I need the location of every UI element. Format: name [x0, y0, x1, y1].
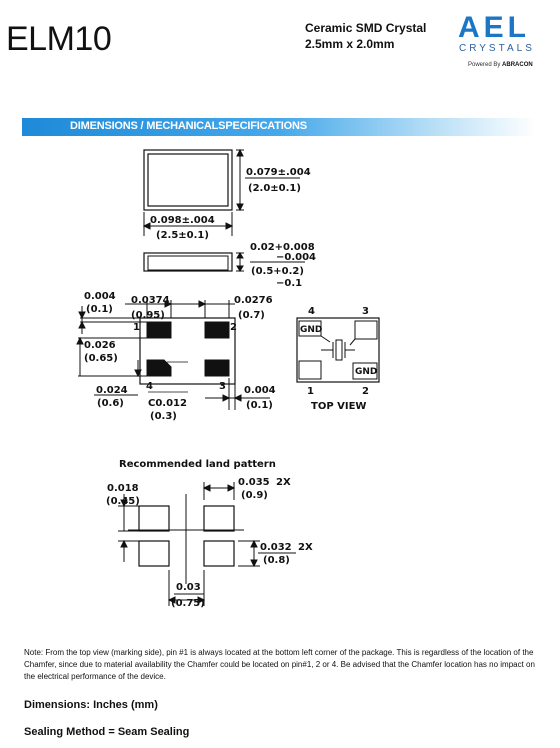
bottom-pad-height-in: 0.026 — [84, 340, 116, 351]
land-edge-in: 0.018 — [107, 483, 139, 494]
land-pad-width-mm: (0.9) — [241, 490, 268, 501]
pin-orientation-note: Note: From the top view (marking side), pin #1 is always located at the bottom left corner of the package. This is regardless of the location of the Chamfer, since due to material availability the Chamfer could be located on pin#1, 2 or 4. Be advised that the Chamfer location has no impact on the electrical performance of the device. — [24, 648, 535, 681]
subtitle-size: 2.5mm x 2.0mm — [305, 37, 395, 51]
thickness-mm: (0.5+0.2) — [251, 266, 304, 277]
bottom-pin-3: 3 — [219, 381, 226, 392]
bottom-gap-mm: (0.7) — [238, 310, 265, 321]
bottom-pad-offset-in: 0.024 — [96, 385, 128, 396]
land-pad-width-in: 0.035 — [238, 477, 270, 488]
bottom-pad-width-in: 0.0374 — [131, 295, 170, 306]
land-pad-width-mult: 2X — [276, 477, 291, 488]
outline-width-mm: (2.5±0.1) — [156, 230, 209, 241]
gnd-label-bottom: GND — [355, 367, 378, 377]
powered-brand: ABRACON — [502, 62, 533, 68]
land-gap-mm: (0.75) — [171, 598, 205, 609]
section-banner-label: DIMENSIONS / MECHANICALSPECIFICATIONS — [70, 120, 307, 132]
bottom-edge2-mm: (0.1) — [246, 400, 273, 411]
top-view-label: TOP VIEW — [311, 401, 367, 412]
thickness-in-minus: −0.004 — [276, 252, 317, 263]
chamfer-mm: (0.3) — [150, 411, 177, 422]
gnd-label-top: GND — [300, 325, 323, 335]
top-pin-2: 2 — [362, 386, 369, 397]
outline-height-mm: (2.0±0.1) — [248, 183, 301, 194]
land-gap-in: 0.03 — [176, 582, 201, 593]
dimensions-unit-label: Dimensions: Inches (mm) — [24, 699, 158, 711]
outline-width-in: 0.098±.004 — [150, 215, 215, 226]
chamfer-in: C0.012 — [148, 398, 187, 409]
bottom-pin-1: 1 — [133, 322, 140, 333]
product-title: ELM10 — [6, 20, 112, 58]
bottom-edge2-in: 0.004 — [244, 385, 276, 396]
land-pad-height-mm: (0.8) — [263, 555, 290, 566]
top-pin-1: 1 — [307, 386, 314, 397]
bottom-pin-2: 2 — [230, 322, 237, 333]
subtitle-type: Ceramic SMD Crystal — [305, 21, 427, 35]
bottom-edge-mm: (0.1) — [86, 304, 113, 315]
bottom-edge-in: 0.004 — [84, 291, 116, 302]
bottom-gap-in: 0.0276 — [234, 295, 273, 306]
thickness-mm-minus: −0.1 — [276, 278, 303, 289]
land-pattern-title: Recommended land pattern — [119, 459, 276, 470]
brand-logo: AEL — [458, 11, 530, 44]
sealing-method-label: Sealing Method = Seam Sealing — [24, 726, 190, 738]
outline-height-in: 0.079±.004 — [246, 167, 311, 178]
powered-prefix: Powered By — [468, 62, 501, 68]
land-pad-height-mult: 2X — [298, 542, 313, 553]
bottom-pin-4: 4 — [146, 381, 153, 392]
thickness-in: 0.02+0.008 — [250, 242, 315, 253]
land-pad-height-in: 0.032 — [260, 542, 292, 553]
top-pin-4: 4 — [308, 306, 315, 317]
land-edge-mm: (0.45) — [106, 496, 140, 507]
bottom-pad-offset-mm: (0.6) — [97, 398, 124, 409]
brand-logo-sub: CRYSTALS — [459, 43, 535, 54]
bottom-pad-width-mm: (0.95) — [131, 310, 165, 321]
top-pin-3: 3 — [362, 306, 369, 317]
bottom-pad-height-mm: (0.65) — [84, 353, 118, 364]
